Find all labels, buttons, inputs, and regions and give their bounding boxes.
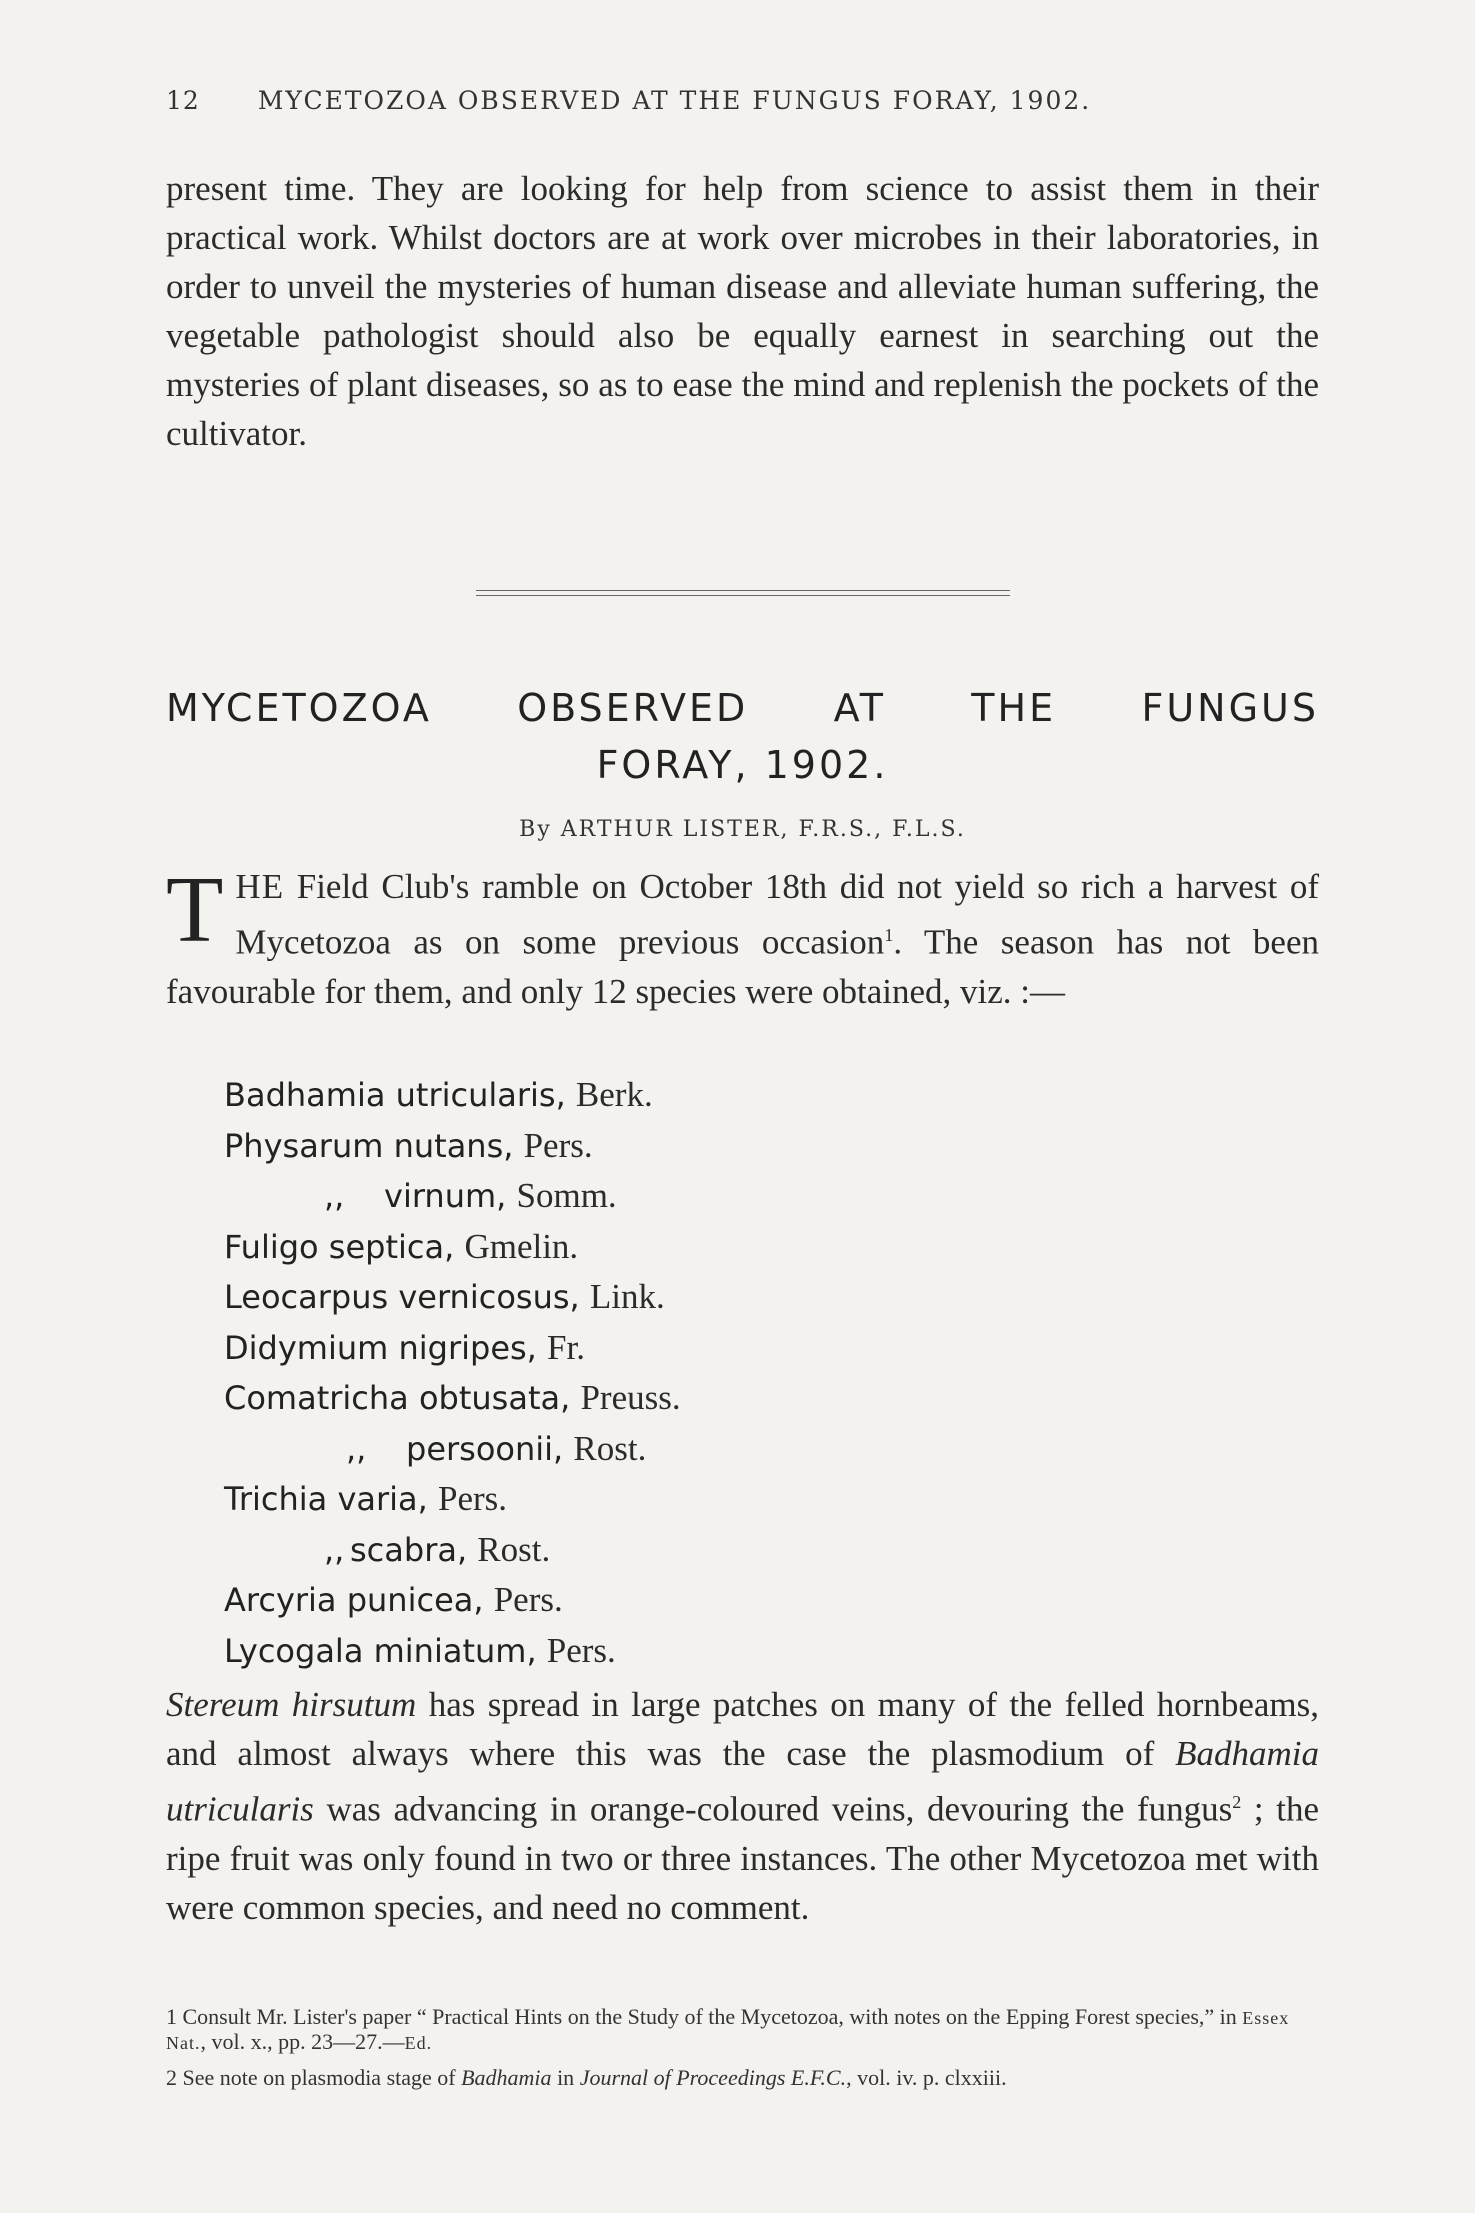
title-word: MYCETOZOA (166, 686, 432, 730)
species-authority: Berk. (575, 1075, 653, 1114)
title-word: OBSERVED (517, 686, 749, 730)
footnote-ref-1: 1 (884, 925, 894, 945)
title-line-2: FORAY, 1902. (596, 743, 889, 787)
italic-term: Badhamia utricularis (166, 1734, 1319, 1829)
species-authority: Link. (589, 1277, 665, 1316)
drop-cap: T (166, 858, 224, 962)
species-name: persoonii, (406, 1429, 564, 1468)
species-name: virnum, (384, 1177, 507, 1215)
closing-text-2: was advancing in orange-coloured veins, devouring the fungus (326, 1789, 1233, 1829)
closing-text-3: ; the ripe fruit was only found in two or three instances. The other Mycetozoa met with were common species, and need no comment. (166, 1789, 1320, 1927)
list-item (224, 1525, 681, 1576)
title-word: THE (971, 686, 1057, 730)
list-item (224, 1474, 681, 1525)
species-list (224, 1070, 681, 1676)
closing-paragraph (166, 1680, 1319, 1932)
species-name: Arcyria punicea, (224, 1581, 484, 1619)
species-authority: Somm. (516, 1176, 617, 1215)
footnotes (166, 2005, 1319, 2101)
species-authority: Preuss. (580, 1378, 681, 1417)
species-name: Lycogala miniatum, (224, 1631, 537, 1670)
footnote-text: See note on plasmodia stage of (182, 2065, 456, 2090)
list-item (224, 1575, 681, 1626)
list-item (224, 1171, 681, 1222)
species-name: scabra, (350, 1530, 468, 1569)
species-name: Fuligo septica, (224, 1227, 455, 1266)
opening-text-2: . The season has not been favourable for them, and only 12 species were obtained, viz. :— (166, 922, 1319, 1011)
footnote-text-2: in (557, 2065, 575, 2090)
species-authority: Gmelin. (464, 1226, 579, 1266)
footnote-text-3: , vol. iv. p. clxxiii. (846, 2065, 1007, 2090)
title-line-1 (166, 680, 1319, 737)
species-name: Physarum nutans, (224, 1126, 514, 1165)
ditto-mark: ,, (346, 1429, 367, 1468)
journal-title: Journal of Proceedings E.F.C. (579, 2065, 847, 2090)
list-item (224, 1121, 681, 1172)
footnote-mark: 2 (166, 2065, 177, 2090)
journal-abbrev: Essex Nat. (166, 2008, 1290, 2053)
list-item (224, 1323, 681, 1374)
species-authority: Pers. (523, 1125, 593, 1165)
ditto-mark: ,, (324, 1530, 345, 1569)
species-name: Didymium nigripes, (224, 1328, 537, 1367)
footnote-ref-2: 2 (1232, 1792, 1242, 1812)
title-word: AT (833, 686, 886, 730)
list-item (224, 1626, 681, 1677)
list-item (224, 1272, 681, 1323)
list-item (224, 1373, 681, 1424)
species-authority: Pers. (437, 1479, 508, 1518)
species-authority: Rost. (477, 1529, 551, 1569)
species-name: Leocarpus vernicosus, (224, 1278, 580, 1316)
opening-text: Field Club's ramble on October 18th did not yield so rich a harvest of Mycetozoa as on some previous occasion (235, 867, 1319, 962)
species-authority: Pers. (493, 1580, 563, 1619)
species-name: Trichia varia, (224, 1480, 428, 1518)
species-name: Badhamia utricularis, (224, 1076, 566, 1114)
intro-paragraph: present time. They are looking for help from science to assist them in their practical work. Whilst doctors are at work over microbes in their laboratories, in order to unveil the mysteries of human disease and alleviate human suffering, the vegetable pathologist should also be equally earnest in searching out the mysteries of plant diseases, so as to ease the mind and replenish the pockets of the cultivator. (166, 169, 1319, 453)
article-title (166, 680, 1319, 794)
italic-term: Stereum hirsutum (166, 1685, 417, 1724)
page-number: 12 (166, 86, 200, 115)
species-authority: Rost. (573, 1428, 647, 1468)
footnote-text-2: , vol. x., pp. 23—27.— (200, 2029, 405, 2054)
italic-term: Badhamia (461, 2065, 552, 2090)
ditto-mark: ,, (324, 1177, 345, 1215)
title-word: FUNGUS (1141, 686, 1319, 730)
species-authority: Pers. (546, 1630, 616, 1670)
list-item (224, 1070, 681, 1121)
byline: By ARTHUR LISTER, F.R.S., F.L.S. (519, 817, 966, 842)
running-title: MYCETOZOA OBSERVED AT THE FUNGUS FORAY, 1902. (257, 86, 1092, 115)
first-word-rest: HE (235, 867, 285, 906)
editor-mark: Ed. (404, 2033, 433, 2053)
running-head (166, 86, 1316, 115)
footnote-2 (166, 2066, 1319, 2090)
footnote-mark: 1 (166, 2004, 177, 2029)
closing-text: has spread in large patches on many of the felled hornbeams, and almost always where this was the case the plasmodium of (166, 1685, 1320, 1773)
list-item (224, 1222, 681, 1273)
species-authority: Fr. (547, 1327, 585, 1367)
section-divider (476, 590, 1010, 596)
species-name: Comatricha obtusata, (224, 1379, 571, 1417)
footnote-text: Consult Mr. Lister's paper “ Practical Hints on the Study of the Mycetozoa, with notes on the Epping Forest species,” in (182, 2004, 1237, 2029)
footnote-1 (166, 2005, 1319, 2055)
list-item (224, 1424, 681, 1475)
opening-paragraph (166, 858, 1319, 1016)
